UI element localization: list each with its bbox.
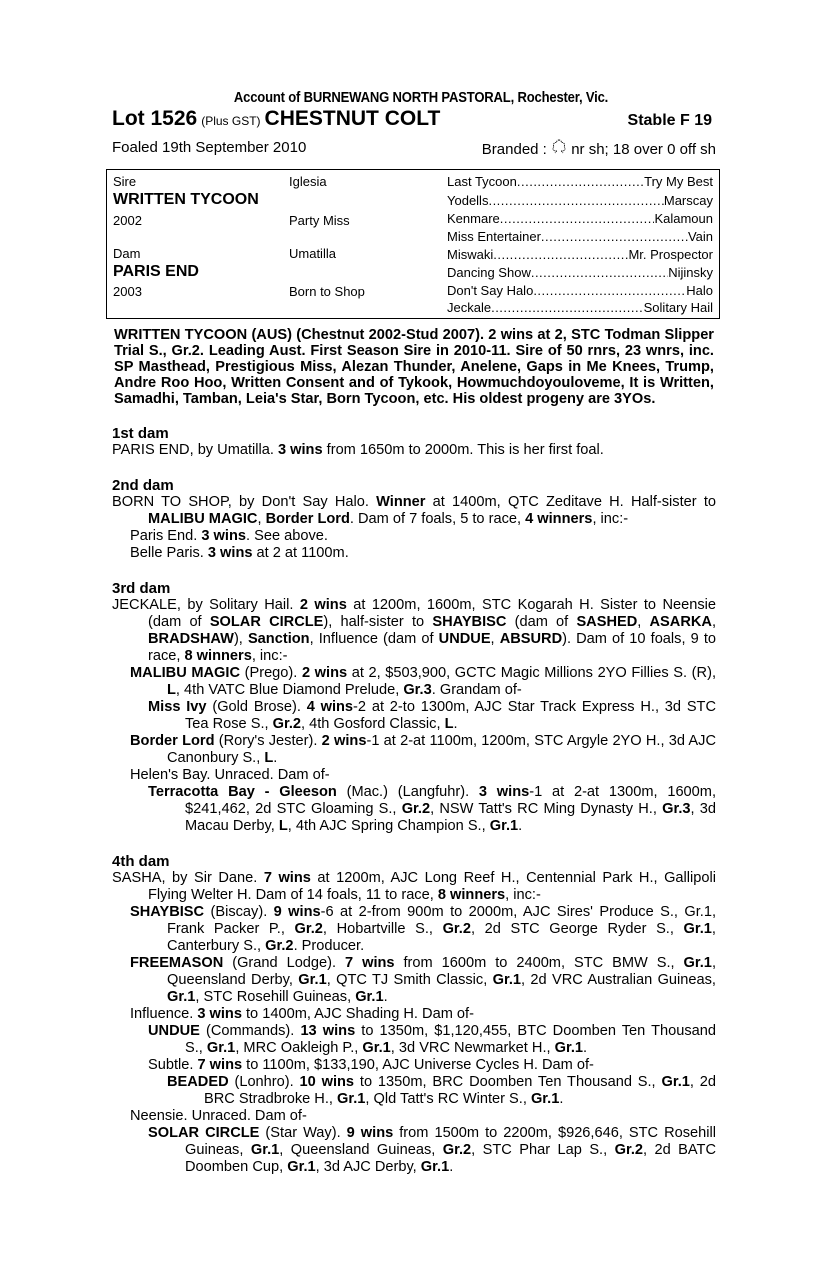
foaled-date: Foaled 19th September 2010 xyxy=(112,139,307,156)
first-dam-text: PARIS END, by Umatilla. 3 wins from 1650m to 2000m. This is her first foal. xyxy=(112,442,604,458)
third-gen-row: Miswaki ..... Mr. Prospector xyxy=(447,247,713,262)
progeny-entry: Border Lord (Rory's Jester). 2 wins-1 at 2-at 1100m, 1200m, STC Argyle 2YO H., 3d AJC Canonbury S., L. xyxy=(130,733,717,766)
plus-gst: (Plus GST) xyxy=(201,114,261,128)
foaled-line xyxy=(112,139,716,159)
progeny-entry: Influence. 3 wins to 1400m, AJC Shading H. Dam of- xyxy=(130,1006,474,1022)
brand-marks: nr sh; 18 over 0 off sh xyxy=(571,141,716,158)
dam-name: PARIS END xyxy=(113,263,199,280)
progeny-entry: Paris End. 3 wins. See above. xyxy=(130,528,328,544)
dam-year: 2003 xyxy=(113,284,142,299)
progeny-entry: Terracotta Bay - Gleeson (Mac.) (Langfuhr). 3 wins-1 at 2-at 1300m, 1600m, $241,462, 2d STC Gloaming S., Gr.2, NSW Tatt's RC Ming Dynasty H., Gr.3, 3d Macau Derby, L, 4th AJC Spring Champion S., Gr.1. xyxy=(148,784,717,834)
second-dam-heading: 2nd dam xyxy=(112,477,174,494)
third-gen-row: Yodells ..... Marscay xyxy=(447,193,713,208)
lot-number: Lot 1526 xyxy=(112,107,198,130)
third-dam-heading: 3rd dam xyxy=(112,580,171,597)
sire-label: Sire xyxy=(113,174,137,189)
dam-sire: Umatilla xyxy=(289,246,336,261)
lot-line xyxy=(112,107,716,131)
pedigree-table xyxy=(106,169,720,319)
progeny-entry: Helen's Bay. Unraced. Dam of- xyxy=(130,767,330,783)
third-gen-row: Miss Entertainer ..... Vain xyxy=(447,229,713,244)
sire-summary: WRITTEN TYCOON (AUS) (Chestnut 2002-Stud 2007). 2 wins at 2, STC Todman Slipper Trial S., Gr.2. Leading Aust. First Season Sire in 2010-11. Sire of 50 rnrs, 23 wnrs, inc. SP Masthead, Prestigious Miss, Alezan Thunder, Anelene, Gaps in Me Knees, Trump, Andre Roo Hoo, Written Consent and of Tykook, Howmuchdoyouloveme, It is Written, Samadhi, Tamban, Leia's Star, Born Tycoon, etc. His oldest progeny are 3YOs. xyxy=(114,327,714,407)
third-gen-row: Jeckale ..... Solitary Hail xyxy=(447,300,713,315)
catalogue-page xyxy=(112,90,716,1176)
progeny-entry: Miss Ivy (Gold Brose). 4 wins-2 at 2-to 1300m, AJC Star Track Express H., 3d STC Tea Rose S., Gr.2, 4th Gosford Classic, L. xyxy=(148,699,717,732)
progeny-entry: Belle Paris. 3 wins at 2 at 1100m. xyxy=(130,545,349,561)
third-gen-row: Last Tycoon ..... Try My Best xyxy=(447,174,713,189)
progeny-entry: SOLAR CIRCLE (Star Way). 9 wins from 1500m to 2200m, $926,646, STC Rosehill Guineas, Gr.1, Queensland Guineas, Gr.2, STC Phar Lap S., Gr.2, 2d BATC Doomben Cup, Gr.1, 3d AJC Derby, Gr.1. xyxy=(148,1125,717,1175)
third-gen-row: Kenmare ..... Kalamoun xyxy=(447,211,713,226)
progeny-entry: Neensie. Unraced. Dam of- xyxy=(130,1108,307,1124)
branded-label: Branded : xyxy=(481,141,547,158)
fourth-dam-text: SASHA, by Sir Dane. 7 wins at 1200m, AJC Long Reef H., Centennial Park H., Gallipoli Flying Welter H. Dam of 14 foals, 11 to race, 8 winners, inc:- xyxy=(112,870,716,903)
progeny-entry: Subtle. 7 wins to 1100m, $133,190, AJC Universe Cycles H. Dam of- xyxy=(148,1057,594,1073)
third-gen-row: Dancing Show ..... Nijinsky xyxy=(447,265,713,280)
brand-info xyxy=(482,139,716,159)
progeny-entry: FREEMASON (Grand Lodge). 7 wins from 1600m to 2400m, STC BMW S., Gr.1, Queensland Derby, Gr.1, QTC TJ Smith Classic, Gr.1, 2d VRC Australian Guineas, Gr.1, STC Rosehill Guineas, Gr.1. xyxy=(130,955,716,1005)
third-gen-row: Don't Say Halo ..... Halo xyxy=(447,283,713,298)
progeny-entry: BEADED (Lonhro). 10 wins to 1350m, BRC Doomben Ten Thousand S., Gr.1, 2d BRC Stradbroke H., Gr.1, Qld Tatt's RC Winter S., Gr.1. xyxy=(167,1074,717,1107)
sire-dam: Party Miss xyxy=(289,213,350,228)
sire-sire: Iglesia xyxy=(289,174,327,189)
dam-dam: Born to Shop xyxy=(289,284,365,299)
progeny-entry: MALIBU MAGIC (Prego). 2 wins at 2, $503,900, GCTC Magic Millions 2YO Fillies S. (R), L, 4th VATC Blue Diamond Prelude, Gr.3. Grandam of- xyxy=(130,665,716,698)
second-dam-text: BORN TO SHOP, by Don't Say Halo. Winner at 1400m, QTC Zeditave H. Half-sister to MALIBU MAGIC, Border Lord. Dam of 7 foals, 5 to race, 4 winners, inc:- xyxy=(112,494,716,527)
fourth-dam-heading: 4th dam xyxy=(112,853,170,870)
first-dam-heading: 1st dam xyxy=(112,425,169,442)
sire-year: 2002 xyxy=(113,213,142,228)
third-dam-text: JECKALE, by Solitary Hail. 2 wins at 1200m, 1600m, STC Kogarah H. Sister to Neensie (dam of SOLAR CIRCLE), half-sister to SHAYBISC (dam of SASHED, ASARKA, BRADSHAW), Sanction, Influence (dam of UNDUE, ABSURD). Dam of 10 foals, 9 to race, 8 winners, inc:- xyxy=(112,597,717,664)
dam-label: Dam xyxy=(113,246,141,261)
stable-location: Stable F 19 xyxy=(627,112,712,129)
clover-brand-icon xyxy=(551,139,567,155)
progeny-entry: UNDUE (Commands). 13 wins to 1350m, $1,120,455, BTC Doomben Ten Thousand S., Gr.1, MRC Oakleigh P., Gr.1, 3d VRC Newmarket H., Gr.1. xyxy=(148,1023,717,1056)
progeny-entry: SHAYBISC (Biscay). 9 wins-6 at 2-from 900m to 2000m, AJC Sires' Produce S., Gr.1, Frank Packer P., Gr.2, Hobartville S., Gr.2, 2d STC George Ryder S., Gr.1, Canterbury S., Gr.2. Producer. xyxy=(130,904,716,954)
lot-description: CHESTNUT COLT xyxy=(264,107,441,130)
sire-name: WRITTEN TYCOON xyxy=(113,191,259,208)
vendor-account: Account of BURNEWANG NORTH PASTORAL, Rochester, Vic. xyxy=(233,90,609,106)
